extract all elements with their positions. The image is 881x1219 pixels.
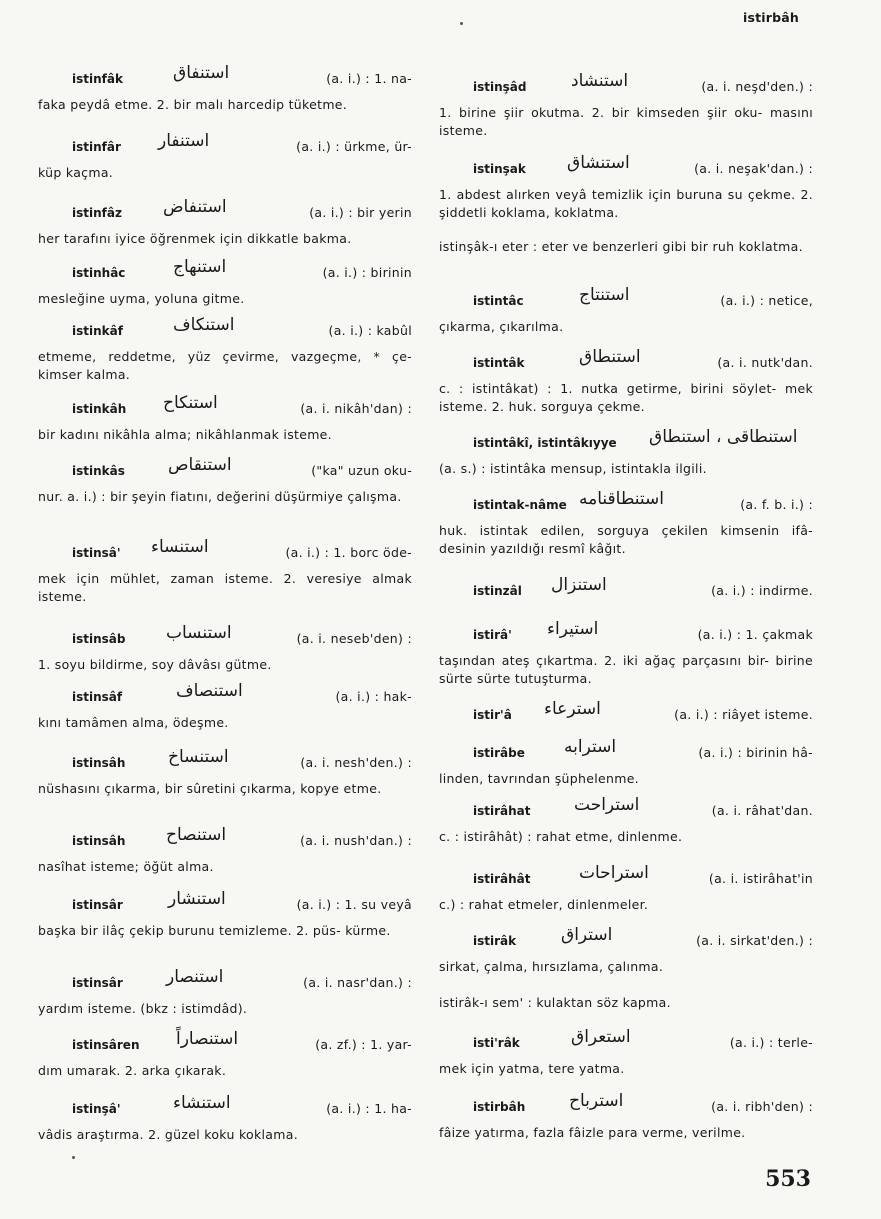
entry-definition: c. : istintâkat) : 1. nutka getirme, birini söylet- mek isteme. 2. huk. sorguya çekme. (439, 381, 813, 414)
page-number: 553 (765, 1166, 811, 1192)
entry-definition-head: (a. i. nasr'dan.) : (303, 975, 412, 990)
entry-headword: isti'râk (473, 1036, 520, 1050)
entry-headword: istinsâh (72, 756, 126, 770)
entry-definition-head: (a. i. nikâh'dan) : (300, 401, 412, 416)
entry-definition-head: (a. i.) : hak- (335, 689, 412, 704)
entry-arabic-script: استرباح (569, 1091, 624, 1111)
entry-definition: 1. soyu bildirme, soy dâvâsı gütme. (38, 657, 272, 672)
entry-headword: istinsâf (72, 690, 123, 704)
entry-definition-head: (a. i. neşd'den.) : (701, 79, 813, 94)
entry-headword: istintâc (473, 294, 524, 308)
entry-definition-head: (a. i. râhat'dan. (711, 803, 813, 818)
entry-definition-head: (a. i.) : riâyet isteme. (674, 707, 813, 722)
entry-definition-text: istirâk-ı sem' : kulaktan söz kapma. (439, 995, 671, 1010)
entry-arabic-script: استنشار (168, 889, 226, 909)
entry-definition-head: (a. zf.) : 1. yar- (315, 1037, 412, 1052)
entry-definition: küp kaçma. (38, 165, 114, 180)
entry-headword: istintak-nâme (473, 498, 567, 512)
entry-arabic-script: استنتاج (579, 285, 630, 305)
entry-arabic-script: استنکاح (163, 393, 218, 413)
entry-definition-head: (a. i. nutk'dan. (717, 355, 813, 370)
entry-definition: nasîhat isteme; öğüt alma. (38, 859, 214, 874)
entry-definition: her tarafını iyice öğrenmek için dikkatle bakma. (38, 231, 352, 246)
entry-arabic-script: استنساب (166, 623, 232, 643)
entry-definition-head: (a. i.) : ürkme, ür- (296, 139, 412, 154)
entry-headword: istinsâh (72, 834, 126, 848)
entry-definition: (a. s.) : istintâka mensup, istintakla ilgili. (439, 461, 707, 476)
entry-arabic-script: استنساء (151, 537, 209, 557)
entry-definition-text: istinşâk-ı eter : eter ve benzerleri gibi bir ruh koklatma. (439, 239, 803, 254)
entry-arabic-script: استنفاض (163, 197, 227, 217)
entry-definition-head: (a. i.) : 1. ha- (326, 1101, 412, 1116)
entry-definition-head: (a. f. b. i.) : (740, 497, 813, 512)
entry-definition-head: (a. i.) : indirme. (711, 583, 813, 598)
entry-arabic-script: استرابه (564, 737, 617, 757)
print-speck (72, 1156, 75, 1159)
entry-headword: istinşâd (473, 80, 527, 94)
entry-definition: çıkarma, çıkarılma. (439, 319, 564, 334)
entry-definition: nur. a. i.) : bir şeyin fiatını, değerini düşürmiye çalışma. (38, 489, 402, 504)
entry-headword: istinfâk (72, 72, 123, 86)
entry-definition-head: ("ka" uzun oku- (311, 463, 412, 478)
entry-definition-head: (a. i. nesh'den.) : (300, 755, 412, 770)
entry-definition: c. : istirâhât) : rahat etme, dinlenme. (439, 829, 683, 844)
entry-headword: istinkâf (72, 324, 123, 338)
entry-definition (439, 994, 813, 1012)
entry-definition-head: (a. i. istirâhat'in (708, 871, 813, 886)
entry-arabic-script: استنطاقی ، استنطاق (649, 427, 798, 447)
entry-arabic-script: استنشاد (571, 71, 629, 91)
entry-headword: istinfâz (72, 206, 122, 220)
entry-arabic-script: استراحت (574, 795, 640, 815)
entry-definition: vâdis araştırma. 2. güzel koku koklama. (38, 1127, 298, 1142)
entry-headword: istinşâ' (72, 1102, 121, 1116)
entry-definition: mek için mühlet, zaman isteme. 2. veresiye almak isteme. (38, 571, 412, 604)
entry-headword: istirâbe (473, 746, 525, 760)
entry-definition-head: (a. i. neşak'dan.) : (694, 161, 813, 176)
entry-headword: istinsâr (72, 898, 123, 912)
entry-arabic-script: استنکاف (173, 315, 235, 335)
entry-definition-head: (a. i. ribh'den) : (711, 1099, 813, 1114)
entry-definition: 1. abdest alırken veyâ temizlik için buruna su çekme. 2. şiddetli koklama, koklatma. (439, 187, 813, 220)
entry-definition: nüshasını çıkarma, bir sûretini çıkarma, kopye etme. (38, 781, 382, 796)
entry-arabic-script: استنصاف (176, 681, 243, 701)
entry-definition: faka peydâ etme. 2. bir malı harcedip tüketme. (38, 97, 348, 112)
entry-definition-head: (a. i. neseb'den) : (296, 631, 412, 646)
entry-definition: linden, tavrından şüphelenme. (439, 771, 639, 786)
entry-headword: istinsâ' (72, 546, 121, 560)
entry-definition-head: (a. i.) : 1. su veyâ (296, 897, 412, 912)
entry-arabic-script: استنفار (158, 131, 210, 151)
entry-arabic-script: استنساخ (168, 747, 229, 767)
entry-definition: fâize yatırma, fazla fâizle para verme, verilme. (439, 1125, 746, 1140)
entry-headword: istirâk (473, 934, 517, 948)
entry-headword: istirâhât (473, 872, 531, 886)
entry-definition-head: (a. i.) : terle- (729, 1035, 813, 1050)
entry-definition: mek için yatma, tere yatma. (439, 1061, 625, 1076)
entry-definition: yardım isteme. (bkz : istimdâd). (38, 1001, 248, 1016)
entry-arabic-script: استنزال (551, 575, 607, 595)
entry-headword: istinhâc (72, 266, 126, 280)
entry-definition: dım umarak. 2. arka çıkarak. (38, 1063, 227, 1078)
entry-arabic-script: استنصاراً (176, 1029, 239, 1049)
entry-arabic-script: استنصاح (166, 825, 227, 845)
entry-arabic-script: استعراق (571, 1027, 631, 1047)
entry-definition-head: (a. i.) : kabûl (328, 323, 412, 338)
entry-headword: istinsâb (72, 632, 126, 646)
entry-arabic-script: استراحات (579, 863, 649, 883)
dictionary-entry (439, 994, 813, 1012)
entry-definition: huk. istintak edilen, sorguya çekilen kimsenin ifâ- desinin yazıldığı resmî kâğıt. (439, 523, 813, 556)
entry-headword: istinzâl (473, 584, 522, 598)
dictionary-entry (439, 238, 813, 256)
entry-headword: istinkâs (72, 464, 125, 478)
entry-headword: istinsâren (72, 1038, 140, 1052)
entry-definition: kını tamâmen alma, ödeşme. (38, 715, 229, 730)
entry-arabic-script: استنقاص (168, 455, 232, 475)
entry-headword: istirâhat (473, 804, 531, 818)
guide-word: istirbâh (742, 10, 799, 25)
entry-arabic-script: استنشاق (567, 153, 630, 173)
entry-arabic-script: استرعاء (544, 699, 601, 719)
print-speck (460, 22, 463, 25)
entry-definition-head: (a. i.) : netice, (720, 293, 813, 308)
entry-definition-head: (a. i.) : bir yerin (309, 205, 412, 220)
entry-arabic-script: استنشاء (173, 1093, 231, 1113)
entry-headword: istintâkî, istintâkıyye (473, 436, 617, 450)
entry-definition: sirkat, çalma, hırsızlama, çalınma. (439, 959, 664, 974)
entry-headword: istinkâh (72, 402, 127, 416)
entry-headword: istinşak (473, 162, 526, 176)
entry-definition-head: (a. i. nush'dan.) : (300, 833, 412, 848)
entry-headword: istinsâr (72, 976, 123, 990)
entry-arabic-script: استیراء (547, 619, 599, 639)
entry-definition: c.) : rahat etmeler, dinlenmeler. (439, 897, 649, 912)
entry-definition: bir kadını nikâhla alma; nikâhlanmak isteme. (38, 427, 332, 442)
entry-arabic-script: استنصار (166, 967, 224, 987)
entry-arabic-script: استنفاق (173, 63, 230, 83)
entry-headword: istirâ' (473, 628, 512, 642)
entry-definition: taşından ateş çıkartma. 2. iki ağaç parçasını bir- birine sürte sürte tutuşturma. (439, 653, 813, 686)
entry-definition-head: (a. i.) : birinin hâ- (698, 745, 813, 760)
entry-arabic-script: استنهاج (173, 257, 227, 277)
entry-definition: başka bir ilâç çekip burunu temizleme. 2. püs- kürme. (38, 923, 391, 938)
entry-arabic-script: استنطاقنامه (579, 489, 665, 509)
entry-definition-head: (a. i.) : 1. na- (326, 71, 412, 86)
entry-headword: istinfâr (72, 140, 121, 154)
entry-arabic-script: استراق (561, 925, 613, 945)
entry-headword: istintâk (473, 356, 525, 370)
entry-arabic-script: استنطاق (579, 347, 641, 367)
entry-definition-head: (a. i.) : 1. borc öde- (285, 545, 412, 560)
entry-headword: istir'â (473, 708, 512, 722)
entry-definition: mesleğine uyma, yoluna gitme. (38, 291, 245, 306)
entry-definition-head: (a. i. sirkat'den.) : (696, 933, 813, 948)
entry-definition (439, 238, 813, 256)
entry-headword: istirbâh (473, 1100, 526, 1114)
entry-definition: 1. birine şiir okutma. 2. bir kimseden şiir oku- masını isteme. (439, 105, 813, 138)
entry-definition: etmeme, reddetme, yüz çevirme, vazgeçme, * çe- kimser kalma. (38, 349, 412, 382)
entry-definition-head: (a. i.) : birinin (322, 265, 412, 280)
entry-definition-head: (a. i.) : 1. çakmak (697, 627, 813, 642)
